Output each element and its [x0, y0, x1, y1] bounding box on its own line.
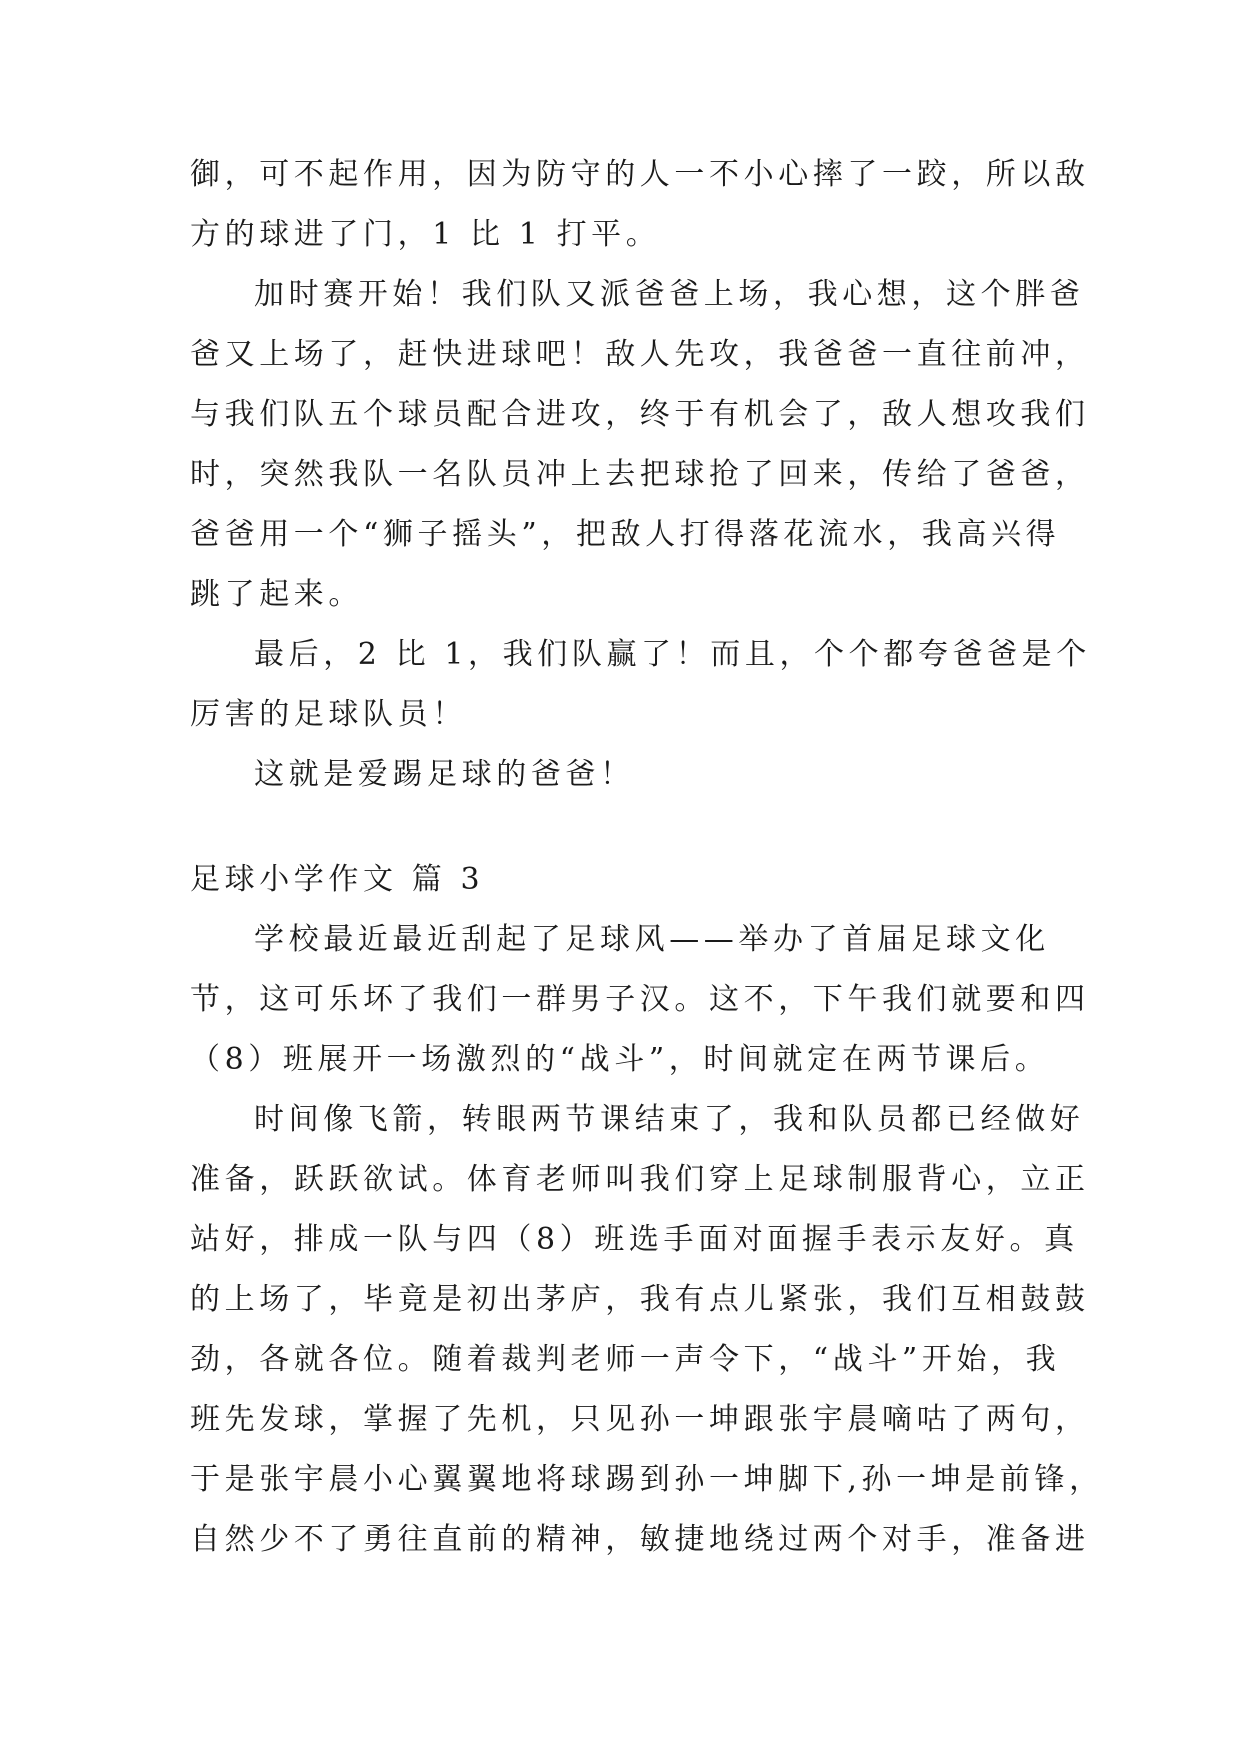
paragraph-line: 这就是爱踢足球的爸爸！: [254, 757, 635, 792]
paragraph-line: 御，可不起作用，因为防守的人一不小心摔了一跤，所以敌: [190, 157, 1090, 192]
paragraph-line: 爸又上场了，赶快进球吧！敌人先攻，我爸爸一直往前冲，: [190, 337, 1090, 372]
paragraph-line: 爸爸用一个“狮子摇头”，把敌人打得落花流水，我高兴得: [190, 517, 1061, 552]
paragraph-line: 方的球进了门，1 比 1 打平。: [190, 217, 661, 252]
paragraph-line: 的上场了，毕竟是初出茅庐，我有点儿紧张，我们互相鼓鼓: [190, 1282, 1090, 1317]
paragraph-line: 站好，排成一队与四（8）班选手面对面握手表示友好。真: [190, 1222, 1079, 1257]
paragraph-line: （8）班展开一场激烈的“战斗”，时间就定在两节课后。: [190, 1042, 1050, 1077]
paragraph-line: 于是张宇晨小心翼翼地将球踢到孙一坤脚下,孙一坤是前锋，: [190, 1462, 1104, 1497]
paragraph-line: 劲，各就各位。随着裁判老师一声令下，“战斗”开始，我: [190, 1342, 1061, 1377]
paragraph-line: 节，这可乐坏了我们一群男子汉。这不，下午我们就要和四: [190, 982, 1090, 1017]
paragraph-line: 与我们队五个球员配合进攻，终于有机会了，敌人想攻我们: [190, 397, 1090, 432]
paragraph-line: 自然少不了勇往直前的精神，敏捷地绕过两个对手，准备进: [190, 1522, 1090, 1557]
paragraph-line: 时，突然我队一名队员冲上去把球抢了回来，传给了爸爸，: [190, 457, 1090, 492]
paragraph-line: 加时赛开始！我们队又派爸爸上场，我心想，这个胖爸: [254, 277, 1085, 312]
paragraph-line: 班先发球，掌握了先机，只见孙一坤跟张宇晨嘀咕了两句，: [190, 1402, 1090, 1437]
paragraph-line: 时间像飞箭，转眼两节课结束了，我和队员都已经做好: [254, 1102, 1085, 1137]
paragraph-line: 最后，2 比 1，我们队赢了！而且，个个都夸爸爸是个: [254, 637, 1091, 672]
section-heading: 足球小学作文 篇 3: [190, 862, 485, 897]
paragraph-line: 厉害的足球队员！: [190, 697, 467, 732]
paragraph-line: 学校最近最近刮起了足球风——举办了首届足球文化: [254, 922, 1050, 957]
paragraph-line: 准备，跃跃欲试。体育老师叫我们穿上足球制服背心，立正: [190, 1162, 1090, 1197]
paragraph-line: 跳了起来。: [190, 577, 363, 612]
